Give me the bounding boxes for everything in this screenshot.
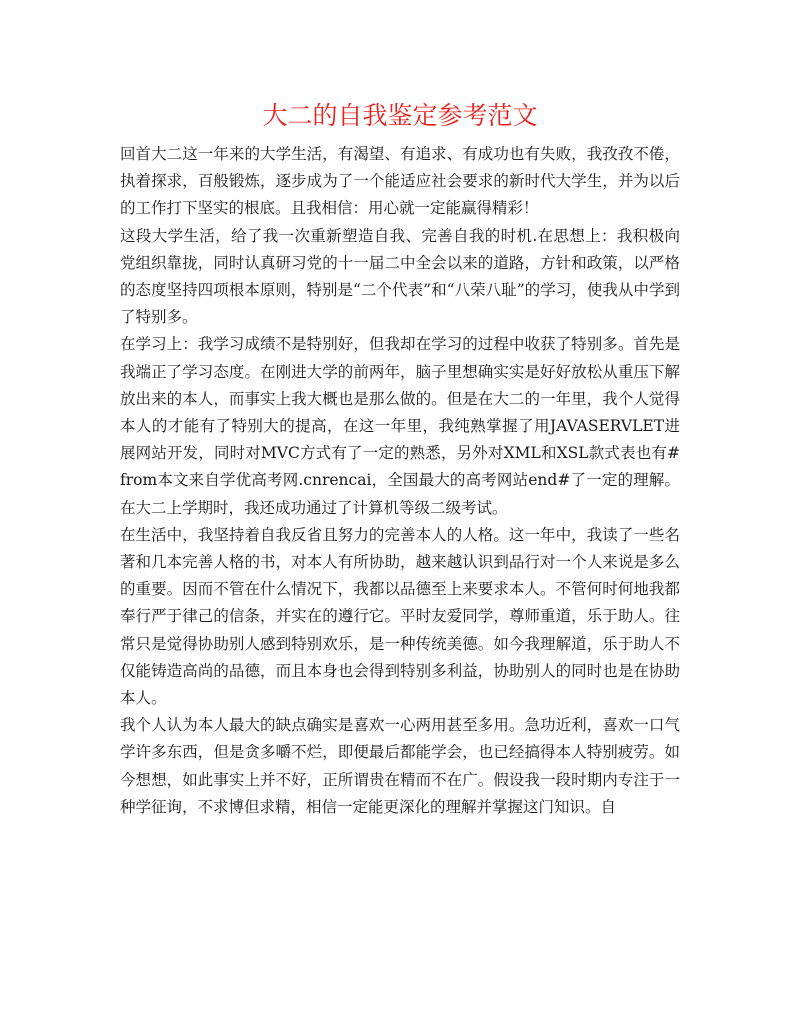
- document-body: [120, 141, 680, 821]
- paragraph-life: 在生活中，我坚持着自我反省且努力的完善本人的人格。这一年中，我读了一些名著和几本完善人格的书，对本人有所协助，越来越认识到品行对一个人来说是多么的重要。因而不管在什么情况下，我都以品德至上来要求本人。不管何时何地我都奉行严于律己的信条，并实在的遵行它。平时友爱同学，尊师重道，乐于助人。往常只是觉得协助别人感到特别欢乐，是一种传统美德。如今我理解道，乐于助人不仅能铸造高尚的品德，而且本身也会得到特别多利益，协助别人的同时也是在协助本人。: [120, 525, 680, 708]
- paragraph-study: 在学习上：我学习成绩不是特别好，但我却在学习的过程中收获了特别多。首先是我端正了学习态度。在刚进大学的前两年，脑子里想确实实是好好放松从重压下解放出来的本人，而事实上我大概也是那么做的。但是在大二的一年里，我个人觉得本人的才能有了特别大的提高，在这一年里，我纯熟掌握了用JAVASERVLET进展网站开发，同时对MVC方式有了一定的熟悉，另外对XML和XSL款式表也有#from本文来自学优高考网.cnrencai，全国最大的高考网站end#了一定的理解。在大二上学期时，我还成功通过了计算机等级二级考试。: [120, 335, 680, 517]
- paragraph-intro: 回首大二这一年来的大学生活，有渴望、有追求、有成功也有失败，我孜孜不倦，执着探求，百般锻炼，逐步成为了一个能适应社会要求的新时代大学生，并为以后的工作打下坚实的根底。且我相信：用心就一定能赢得精彩！: [120, 145, 680, 218]
- paragraph-thought: 这段大学生活，给了我一次重新塑造自我、完善自我的时机.在思想上：我积极向党组织靠拢，同时认真研习党的十一届二中全会以来的道路，方针和政策，以严格的态度坚持四项根本原则，特别是“二个代表”和“八荣八耻”的学习，使我从中学到了特别多。: [120, 226, 680, 327]
- paragraph-shortcoming: 我个人认为本人最大的缺点确实是喜欢一心两用甚至多用。急功近利，喜欢一口气学许多东西，但是贪多嚼不烂，即便最后都能学会，也已经搞得本人特别疲劳。如今想想，如此事实上并不好，正所谓贵在精而不在广。假设我一段时期内专注于一种学征询，不求博但求精，相信一定能更深化的理解并掌握这门知识。自: [120, 716, 680, 816]
- document-title: 大二的自我鉴定参考范文: [262, 101, 538, 130]
